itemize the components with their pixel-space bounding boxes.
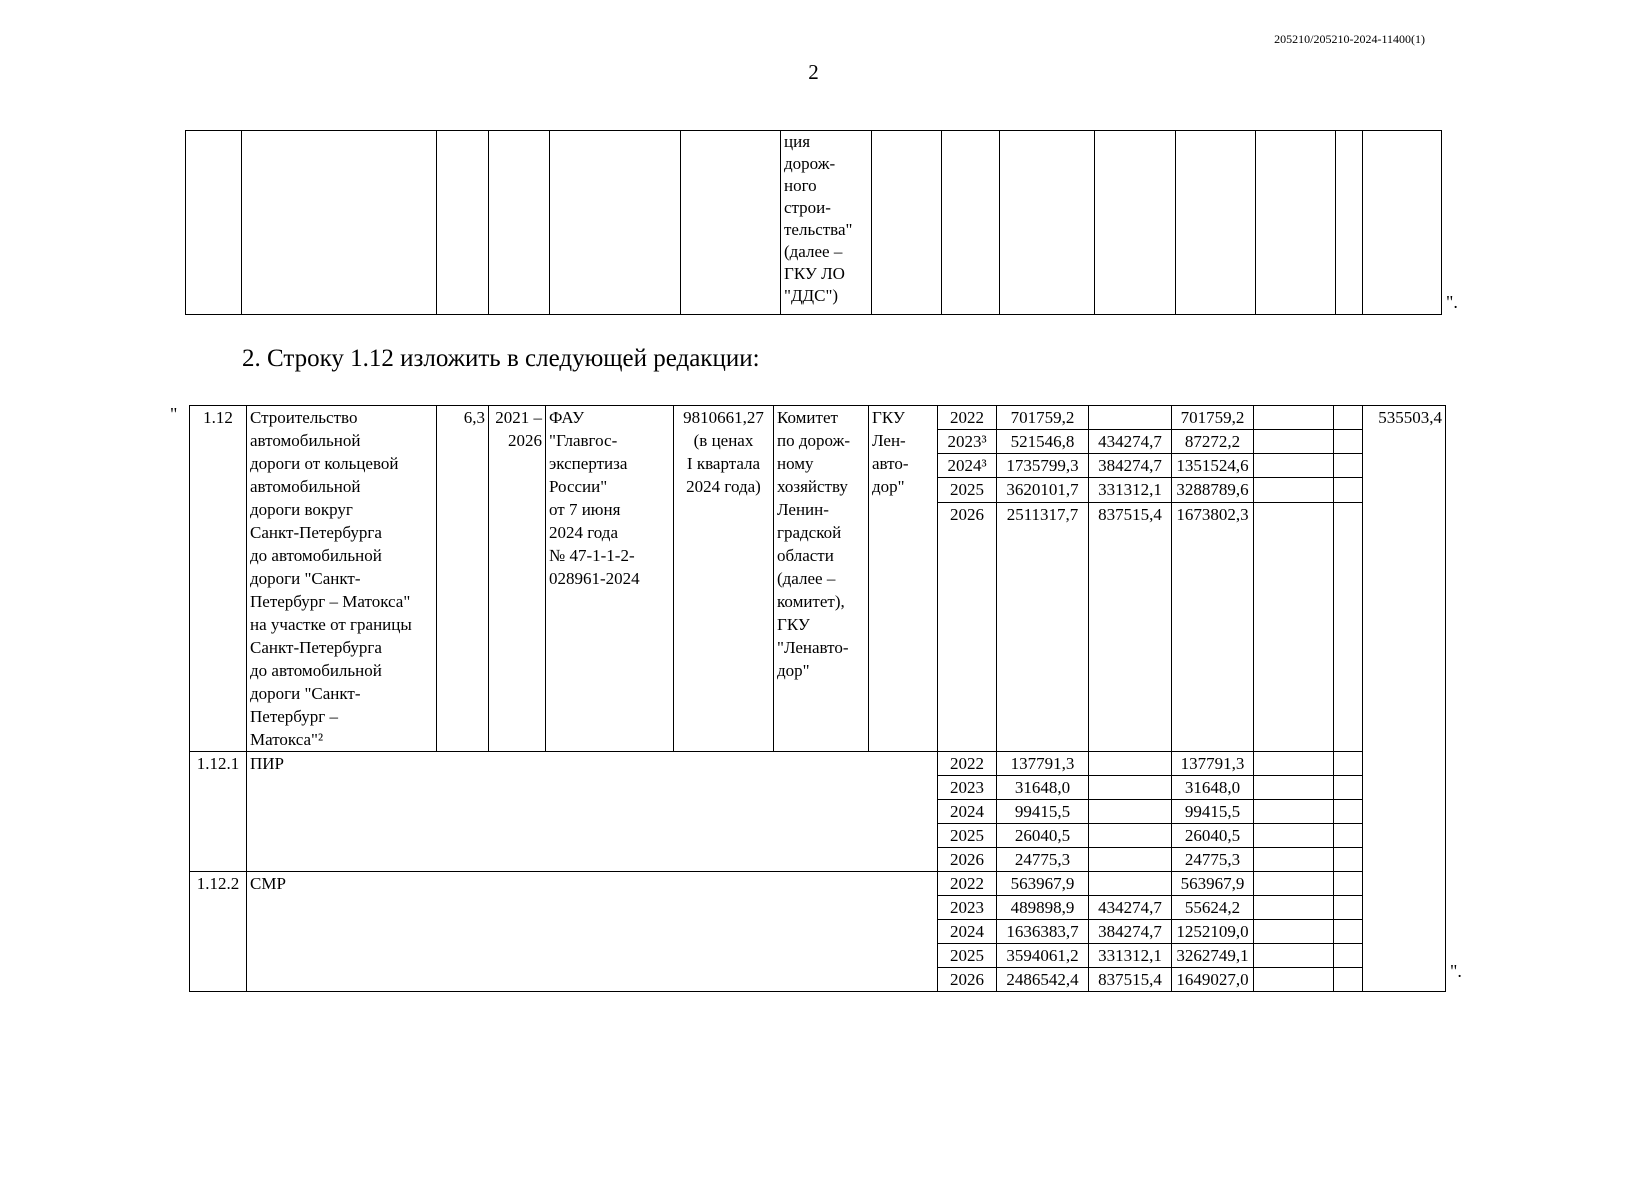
- cell: [681, 131, 781, 315]
- cell: [1363, 131, 1442, 315]
- continuation-table: [185, 130, 1442, 315]
- regional-cell: 1351524,6: [1172, 454, 1254, 478]
- year-cell: 2024³: [938, 454, 997, 478]
- regional-cell: 87272,2: [1172, 430, 1254, 454]
- cell: [1336, 131, 1363, 315]
- cell: [1254, 872, 1334, 896]
- cell: [1254, 944, 1334, 968]
- capacity-value: 6,3: [437, 406, 489, 752]
- federal-cell: 837515,4: [1089, 502, 1172, 752]
- cell: [1334, 872, 1363, 896]
- customer-text: Комитет по дорож- ному хозяйству Ленин- градской области (далее – комитет), ГКУ "Ленавто- дор": [774, 406, 869, 752]
- federal-cell: [1089, 824, 1172, 848]
- total-cell: 3594061,2: [997, 944, 1089, 968]
- regional-cell: 31648,0: [1172, 776, 1254, 800]
- regional-cell: 1649027,0: [1172, 968, 1254, 992]
- project-name: Строительство автомобильной дороги от кольцевой автомобильной дороги вокруг Санкт-Петербурга до автомобильной дороги "Санкт- Петербург – Матокса" на участке от границы Санкт-Петербурга до автомобильной дороги "Санкт- Петербург – Матокса"²: [247, 406, 437, 752]
- year-cell: 2025: [938, 944, 997, 968]
- total-cell: 563967,9: [997, 872, 1089, 896]
- total-cell: 489898,9: [997, 896, 1089, 920]
- regional-cell: 3262749,1: [1172, 944, 1254, 968]
- year-cell: 2026: [938, 968, 997, 992]
- total-cell: 26040,5: [997, 824, 1089, 848]
- cell: [1334, 406, 1363, 430]
- regional-cell: 701759,2: [1172, 406, 1254, 430]
- period-value: 2021 – 2026: [489, 406, 546, 752]
- closing-quote-top: ".: [1446, 292, 1458, 312]
- cell: [1334, 502, 1363, 752]
- cell: [1254, 776, 1334, 800]
- total-cell: 31648,0: [997, 776, 1089, 800]
- document-id: 205210/205210-2024-11400(1): [1274, 32, 1425, 46]
- last-column-value: 535503,4: [1363, 406, 1446, 992]
- year-cell: 2024: [938, 920, 997, 944]
- cell: [1334, 454, 1363, 478]
- federal-cell: [1089, 848, 1172, 872]
- regional-cell: 3288789,6: [1172, 478, 1254, 502]
- federal-cell: 434274,7: [1089, 430, 1172, 454]
- federal-cell: [1089, 776, 1172, 800]
- cell: [1334, 752, 1363, 776]
- total-cell: 2486542,4: [997, 968, 1089, 992]
- year-cell: 2025: [938, 478, 997, 502]
- total-cell: 99415,5: [997, 800, 1089, 824]
- subrow-name: ПИР: [247, 752, 938, 872]
- federal-cell: 331312,1: [1089, 944, 1172, 968]
- year-cell: 2024: [938, 800, 997, 824]
- year-cell: 2023³: [938, 430, 997, 454]
- cell: [186, 131, 242, 315]
- total-cell: 24775,3: [997, 848, 1089, 872]
- regional-cell: 1673802,3: [1172, 502, 1254, 752]
- federal-cell: [1089, 406, 1172, 430]
- year-cell: 2023: [938, 896, 997, 920]
- cell: [489, 131, 550, 315]
- cell: [1334, 478, 1363, 502]
- year-cell: 2026: [938, 502, 997, 752]
- year-cell: 2022: [938, 752, 997, 776]
- cell: [1000, 131, 1095, 315]
- federal-cell: 331312,1: [1089, 478, 1172, 502]
- opening-quote: ": [170, 404, 178, 424]
- closing-quote-bottom: ".: [1450, 961, 1462, 981]
- regional-cell: 26040,5: [1172, 824, 1254, 848]
- expertise-text: ФАУ "Главгос- экспертиза России" от 7 июня 2024 года № 47-1-1-2- 028961-2024: [546, 406, 674, 752]
- year-cell: 2022: [938, 406, 997, 430]
- cell: [1254, 848, 1334, 872]
- table-row: [190, 752, 1446, 776]
- regional-cell: 55624,2: [1172, 896, 1254, 920]
- cell: [1256, 131, 1336, 315]
- total-cell: 701759,2: [997, 406, 1089, 430]
- cell: [242, 131, 437, 315]
- cell: [1254, 896, 1334, 920]
- total-cell: 2511317,7: [997, 502, 1089, 752]
- cell: [1254, 968, 1334, 992]
- total-cell: 521546,8: [997, 430, 1089, 454]
- cell: [1334, 430, 1363, 454]
- federal-cell: 837515,4: [1089, 968, 1172, 992]
- cost-value: 9810661,27 (в ценах I квартала 2024 года): [674, 406, 774, 752]
- cell: [550, 131, 681, 315]
- page-number: 2: [808, 60, 819, 84]
- table-row: [190, 872, 1446, 896]
- subrow-number: 1.12.1: [190, 752, 247, 872]
- total-cell: 137791,3: [997, 752, 1089, 776]
- row-number: 1.12: [190, 406, 247, 752]
- federal-cell: 384274,7: [1089, 454, 1172, 478]
- section-heading: 2. Строку 1.12 изложить в следующей редакции:: [242, 345, 760, 372]
- year-cell: 2026: [938, 848, 997, 872]
- table-row: [190, 406, 1446, 430]
- cell: [1254, 478, 1334, 502]
- total-cell: 3620101,7: [997, 478, 1089, 502]
- cell: [1254, 430, 1334, 454]
- year-cell: 2025: [938, 824, 997, 848]
- federal-cell: [1089, 872, 1172, 896]
- regional-cell: 1252109,0: [1172, 920, 1254, 944]
- cell: [1254, 454, 1334, 478]
- federal-cell: 384274,7: [1089, 920, 1172, 944]
- regional-cell: 563967,9: [1172, 872, 1254, 896]
- cell: [1334, 800, 1363, 824]
- cell: [1095, 131, 1176, 315]
- federal-cell: [1089, 800, 1172, 824]
- subrow-number: 1.12.2: [190, 872, 247, 992]
- subrow-name: СМР: [247, 872, 938, 992]
- cell: [1254, 824, 1334, 848]
- cell: [1254, 406, 1334, 430]
- executor-text: ГКУ Лен- авто- дор": [869, 406, 938, 752]
- cell: [942, 131, 1000, 315]
- federal-cell: [1089, 752, 1172, 776]
- cell: [1334, 968, 1363, 992]
- total-cell: 1735799,3: [997, 454, 1089, 478]
- cell: [872, 131, 942, 315]
- year-cell: 2022: [938, 872, 997, 896]
- cell: [1334, 896, 1363, 920]
- cell: [1254, 920, 1334, 944]
- cell: [437, 131, 489, 315]
- cell: [1254, 752, 1334, 776]
- cell: [1254, 800, 1334, 824]
- cell: [1334, 776, 1363, 800]
- regional-cell: 99415,5: [1172, 800, 1254, 824]
- year-cell: 2023: [938, 776, 997, 800]
- cell: [1334, 848, 1363, 872]
- main-table: [189, 405, 1446, 992]
- cell: [1334, 920, 1363, 944]
- cell: [1334, 824, 1363, 848]
- total-cell: 1636383,7: [997, 920, 1089, 944]
- cell: [1254, 502, 1334, 752]
- cell: [1176, 131, 1256, 315]
- customer-cell-continuation: ция дорож- ного строи- тельства" (далее – ГКУ ЛО "ДДС"): [781, 131, 872, 315]
- regional-cell: 137791,3: [1172, 752, 1254, 776]
- federal-cell: 434274,7: [1089, 896, 1172, 920]
- regional-cell: 24775,3: [1172, 848, 1254, 872]
- cell: [1334, 944, 1363, 968]
